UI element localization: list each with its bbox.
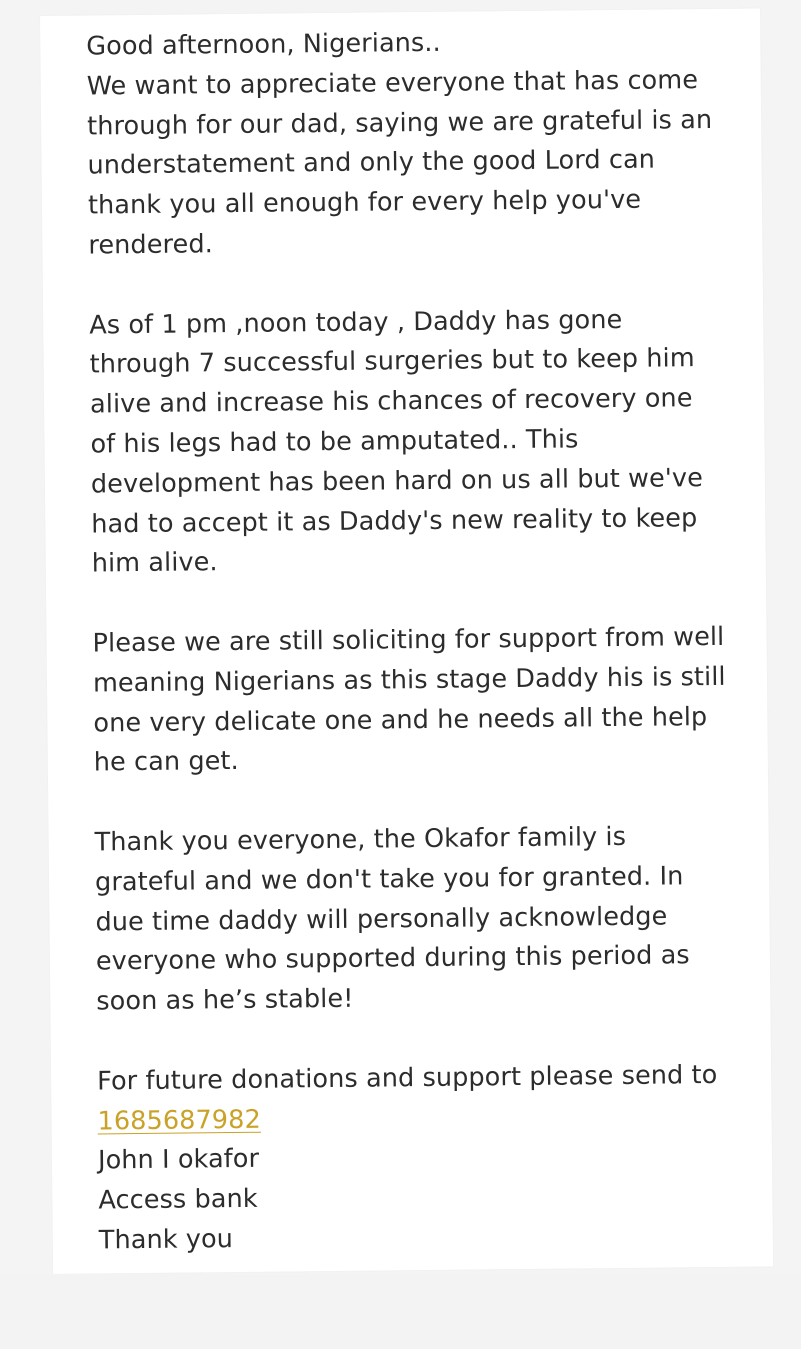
account-name: John I okafor bbox=[97, 1144, 260, 1176]
text-line: As of 1 pm ,noon today , Daddy has gone bbox=[89, 304, 623, 341]
text-line: of his legs had to be amputated.. This bbox=[90, 424, 579, 460]
text-line: development has been hard on us all but we've bbox=[90, 462, 704, 500]
text-line: had to accept it as Daddy's new reality to keep bbox=[91, 502, 698, 540]
text-line: understatement and only the good Lord can bbox=[87, 144, 656, 181]
text-line: due time daddy will personally acknowledge bbox=[95, 901, 668, 937]
text-line: through for our dad, saying we are grateful is an bbox=[86, 104, 713, 142]
account-number-link[interactable]: 1685687982 bbox=[97, 1104, 261, 1136]
donation-details bbox=[97, 1095, 747, 1142]
text-line: meaning Nigerians as this stage Daddy his is still bbox=[92, 661, 726, 699]
paragraph-surgery-update bbox=[89, 299, 742, 584]
text-line: him alive. bbox=[91, 547, 218, 579]
text-line: thank you all enough for every help you've bbox=[87, 184, 642, 221]
text-line: Please we are still soliciting for support from well bbox=[92, 621, 725, 659]
text-line: he can get. bbox=[93, 746, 239, 778]
message-sheet bbox=[40, 8, 773, 1273]
text-line: soon as he’s stable! bbox=[96, 983, 354, 1017]
paragraph-thanks bbox=[94, 817, 746, 1023]
closing-text: Thank you bbox=[98, 1223, 234, 1256]
text-line: rendered. bbox=[88, 229, 214, 261]
bank-name: Access bank bbox=[98, 1183, 258, 1216]
greeting-line: Good afternoon, Nigerians.. bbox=[86, 27, 441, 62]
text-line: alive and increase his chances of recovery one bbox=[89, 383, 693, 420]
message-body bbox=[86, 21, 749, 1301]
text-line: grateful and we don't take you for granted. In bbox=[94, 861, 684, 898]
text-line: Thank you everyone, the Okafor family is bbox=[94, 821, 627, 858]
page-background-bottom bbox=[0, 1274, 801, 1349]
paragraph-donation-details bbox=[97, 1055, 749, 1261]
paragraph-intro bbox=[86, 21, 738, 267]
text-line: everyone who supported during this period as bbox=[95, 940, 690, 977]
text-line: through 7 successful surgeries but to keep him bbox=[89, 343, 695, 380]
donation-intro: For future donations and support please send to bbox=[97, 1059, 718, 1097]
paragraph-support-request bbox=[92, 618, 744, 784]
text-line: We want to appreciate everyone that has come bbox=[86, 64, 699, 102]
text-line: one very delicate one and he needs all the help bbox=[93, 701, 708, 739]
